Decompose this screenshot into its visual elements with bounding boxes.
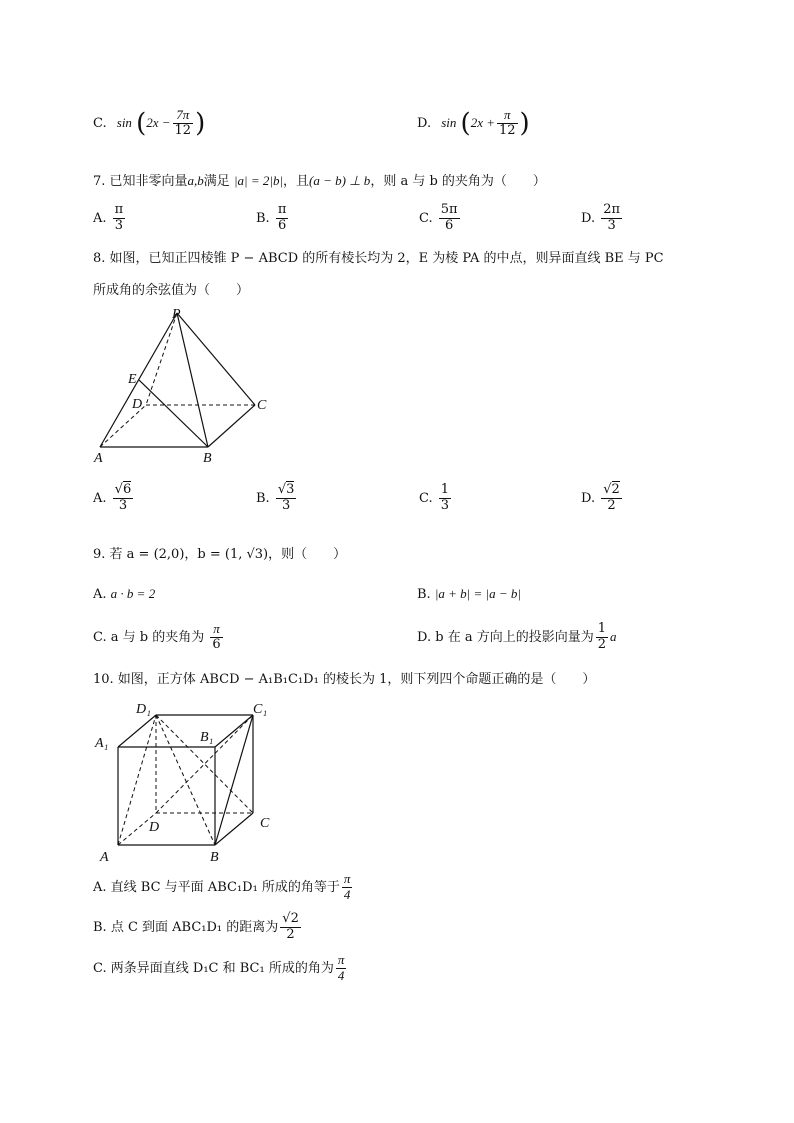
label-p: P [172,307,181,322]
label-a: A [94,451,103,466]
label-d: D [149,820,160,835]
option-label: A. [93,587,107,602]
q7-option-c [419,203,462,234]
q8-option-c [419,483,453,514]
edge-pb [177,313,208,447]
q8-option-b [256,483,298,514]
q8-stem-line2: 所成角的余弦值为（ ） [93,283,250,298]
q7-cond-label: 满足 [203,174,230,189]
frac-den: 4 [337,967,345,983]
q7-vectors: a,b [187,173,204,188]
frac-den: 3 [118,497,128,513]
q7-option-b [256,203,290,234]
frac-den: 3 [440,497,450,513]
option-label: B. [93,919,107,935]
frac-num: π [210,622,222,638]
fraction [276,483,297,514]
option-label: C. [419,490,433,506]
frac-den: 6 [212,636,221,652]
q7-mid: ，且 [283,174,310,189]
option-text: |a + b| = |a − b| [434,586,521,601]
q10-option-c [93,953,348,984]
option-label: B. [417,587,431,602]
frac-num: 1 [440,482,450,497]
frac-num: √2 [282,911,299,926]
frac-num: √6 [114,482,132,497]
option-label: D. [417,629,432,645]
option-label: A. [93,210,107,226]
fraction [210,622,222,653]
label-b: B [203,451,212,466]
expr-inner: 2x + [470,114,495,130]
label-a: A [100,850,109,865]
frac-num: 2π [603,202,621,217]
option-label: C. [93,115,107,131]
edge-a1d1 [118,715,156,747]
q9-option-c [93,622,225,653]
label-c1: C₁ [253,702,268,717]
q7-ask: ，则 a 与 b 的夹角为（ ） [370,174,546,189]
q10-stem: 10. 如图，正方体 ABCD − A₁B₁C₁D₁ 的棱长为 1，则下列四个命题正确的是（ ） [93,672,596,687]
fraction [113,203,126,234]
frac-den: 12 [499,122,516,138]
expr-inner: 2x − [146,114,171,130]
label-a1: A₁ [95,736,109,751]
radicand: 3 [286,482,295,497]
q8-option-d [581,483,624,514]
frac-den: 3 [114,217,124,233]
fraction [280,912,301,943]
q7-cond-expr: |a| = 2|b| [233,173,284,188]
option-label: C. [419,210,433,226]
frac-den: 3 [607,217,616,233]
option-label: C. [93,629,107,645]
option-tail: a [610,628,617,644]
frac-num: π [343,871,351,886]
q8-stem-line1: 8. 如图，已知正四棱锥 P − ABCD 的所有棱长均为 2，E 为棱 PA 的中点，则异面直线 BE 与 PC [93,251,664,266]
edge-pa [100,313,177,447]
option-label: C. [93,960,107,976]
q9-stem: 9. 若 a = (2,0)，b = (1, √3)，则（ ） [93,547,347,562]
fraction [439,483,451,514]
paren-left: ( [136,108,147,139]
q10-option-a [93,872,354,903]
fraction [173,108,194,139]
label-c: C [257,398,267,413]
q7-stem [93,170,546,189]
q7-option-a [93,203,127,234]
frac-num: π [337,952,345,967]
q8-option-a [93,483,135,514]
frac-den: 6 [445,217,454,233]
edge-bc [208,405,255,447]
q9-option-d [417,622,617,653]
option-label: A. [93,879,107,895]
fraction [601,203,622,234]
fraction [601,483,622,514]
option-text: 点 C 到面 ABC₁D₁ 的距离为 [110,919,279,935]
q7-prefix: 7. 已知非零向量 [93,174,188,189]
radicand: 2 [611,482,620,497]
sin-fn: sin [441,114,457,130]
q7-option-d [581,203,624,234]
frac-den: 12 [174,122,192,138]
frac-num: 5π [440,202,458,217]
q7-perp: (a − b) ⊥ b [309,173,371,188]
frac-num: 1 [597,621,606,636]
option-text: a · b = 2 [110,586,156,601]
option-label: D. [581,490,596,506]
fraction [596,622,608,653]
label-d1: D₁ [136,702,151,717]
q10-option-b [93,912,303,943]
option-label: B. [256,210,270,226]
option-label: D. [581,210,596,226]
paren-right: ) [519,108,530,139]
option-text: b 在 a 方向上的投影向量为 [435,629,594,645]
frac-num: 7π [173,108,194,124]
q6-option-c [93,108,205,139]
q9-option-a [93,586,155,602]
frac-num: π [277,202,287,217]
fraction [336,953,347,984]
edge-bc [215,813,253,845]
q6-option-d [417,108,530,139]
pyramid-figure [90,305,280,467]
label-e: E [128,372,137,387]
label-b1: B₁ [200,730,214,745]
label-c: C [260,816,270,831]
segment-be [139,380,208,447]
label-b: B [210,850,219,865]
label-d: D [132,397,143,412]
fraction [342,872,353,903]
frac-den: 2 [607,497,616,513]
edge-b1c1 [215,715,253,747]
edge-pc [177,313,255,405]
option-text: 两条异面直线 D₁C 和 BC₁ 所成的角为 [110,960,334,976]
option-label: B. [256,490,270,506]
frac-num: √3 [277,482,295,497]
q9-option-b [417,586,521,602]
paren-left: ( [460,108,471,139]
option-text: 直线 BC 与平面 ABC₁D₁ 所成的角等于 [110,879,340,895]
frac-den: 3 [281,497,291,513]
paren-right: ) [195,108,206,139]
frac-den: 6 [277,217,287,233]
radicand: 6 [122,482,132,497]
option-text: a 与 b 的夹角为 [110,629,205,645]
fraction [276,203,289,234]
option-label: D. [417,115,432,131]
sin-fn: sin [116,114,132,130]
option-label: A. [93,490,107,506]
fraction [439,203,460,234]
cube-figure [90,695,290,867]
fraction [497,108,518,139]
frac-den: 2 [286,926,295,942]
frac-den: 2 [597,636,606,652]
frac-num: π [497,108,518,124]
frac-den: 4 [343,886,351,902]
frac-num: √2 [603,482,620,497]
frac-num: π [114,202,124,217]
fraction [113,483,134,514]
